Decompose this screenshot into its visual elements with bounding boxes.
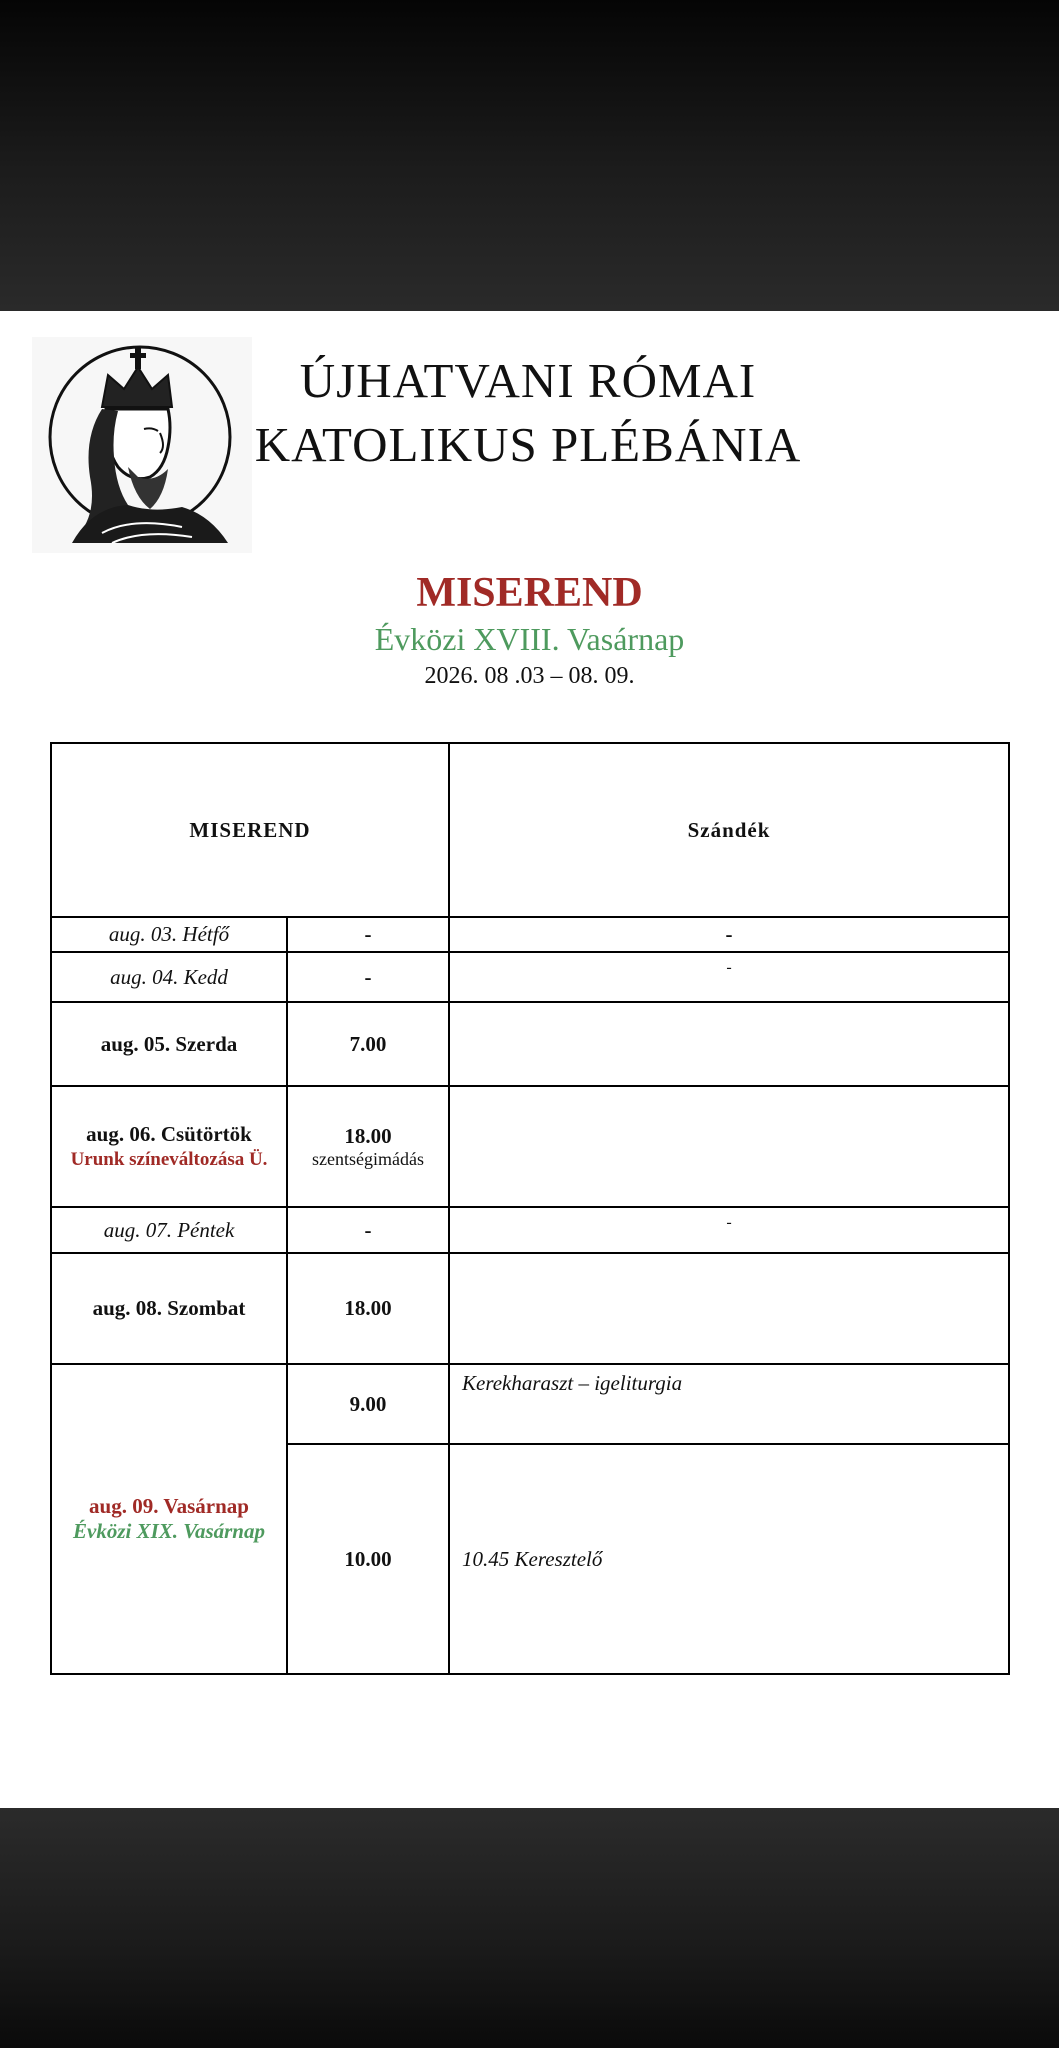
table-row <box>51 1364 1009 1444</box>
mass-schedule-table <box>50 742 1010 1675</box>
row-time-note: szentségimádás <box>312 1148 424 1169</box>
row-day: aug. 09. Vasárnap <box>89 1494 249 1518</box>
row-day: aug. 04. Kedd <box>51 952 287 1002</box>
row-intent-2: 10.45 Keresztelő <box>449 1444 1009 1674</box>
row-feast: Évközi XIX. Vasárnap <box>73 1519 265 1543</box>
row-intent <box>449 952 1009 1002</box>
row-day-cell <box>51 1364 287 1674</box>
table-row <box>51 1086 1009 1207</box>
table-row <box>51 1002 1009 1086</box>
top-dark-band <box>0 0 1059 311</box>
row-intent <box>449 1002 1009 1086</box>
table-header-row <box>51 743 1009 917</box>
table-row <box>51 1253 1009 1364</box>
schedule-week-name: Évközi XVIII. Vasárnap <box>374 621 685 657</box>
table-row <box>51 917 1009 952</box>
row-time: 18.00 <box>344 1123 392 1148</box>
row-intent: - <box>449 917 1009 952</box>
schedule-date-range: 2026. 08 .03 – 08. 09. <box>424 663 635 689</box>
header-miserend: MISEREND <box>51 743 449 917</box>
row-time: 9.00 <box>287 1364 449 1444</box>
row-time: 18.00 <box>287 1253 449 1364</box>
schedule-sheet <box>0 311 1059 1808</box>
row-intent: Kerekharaszt – igeliturgia <box>449 1364 1009 1444</box>
row-day-cell <box>51 1086 287 1207</box>
row-time: - <box>287 1207 449 1253</box>
bottom-dark-band <box>0 1808 1059 2048</box>
row-time: 7.00 <box>287 1002 449 1086</box>
row-time-2: 10.00 <box>287 1444 449 1674</box>
table-row <box>51 1207 1009 1253</box>
row-day: aug. 08. Szombat <box>51 1253 287 1364</box>
row-day: aug. 03. Hétfő <box>51 917 287 952</box>
row-intent <box>449 1253 1009 1364</box>
row-day: aug. 07. Péntek <box>51 1207 287 1253</box>
row-intent-text: - <box>726 1214 732 1231</box>
row-time-cell <box>287 1086 449 1207</box>
row-time: - <box>287 952 449 1002</box>
row-day: aug. 05. Szerda <box>51 1002 287 1086</box>
row-time: - <box>287 917 449 952</box>
row-day: aug. 06. Csütörtök <box>86 1121 252 1146</box>
row-intent-text: - <box>726 959 732 976</box>
schedule-heading <box>0 567 1059 693</box>
row-intent <box>449 1207 1009 1253</box>
header-szandek: Szándék <box>449 743 1009 917</box>
table-row <box>51 952 1009 1002</box>
parish-title-line2: KATOLIKUS PLÉBÁNIA <box>254 417 802 472</box>
row-feast: Urunk színeváltozása Ü. <box>70 1148 268 1170</box>
parish-title <box>218 349 838 477</box>
row-intent <box>449 1086 1009 1207</box>
parish-title-line1: ÚJHATVANI RÓMAI <box>299 353 757 408</box>
schedule-main-title: MISEREND <box>416 570 643 616</box>
